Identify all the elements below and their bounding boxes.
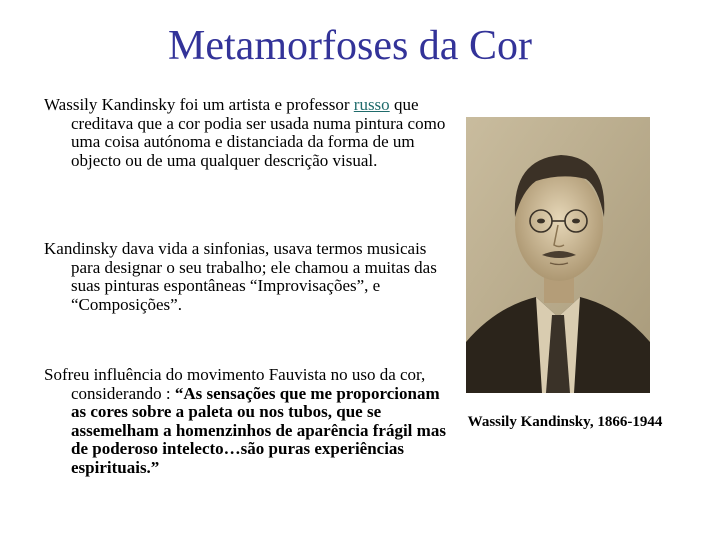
kandinsky-portrait-photo: [466, 117, 650, 393]
slide-title: Metamorfoses da Cor: [168, 23, 532, 69]
paragraph-kandinsky-intro: [44, 96, 451, 170]
portrait-caption: Wassily Kandinsky, 1866-1944: [467, 414, 663, 430]
paragraph-fauvism: [44, 366, 451, 478]
paragraph-text-before-link: foi um artista e professor: [175, 95, 354, 114]
paragraph-fauvism-quote: “As sensações que me proporcionam as cores sobre a paleta ou nos tubos, que se assemelham a homenzinhos de aparência frágil mas de poderoso intelecto…são puras experiências espirituais.”: [71, 383, 446, 477]
paragraph-text-after-link: que creditava que a cor podia ser usada numa pintura como uma coisa autónoma e distanciada da forma de um objecto ou de uma qualquer descrição visual.: [71, 95, 446, 170]
paragraph-intro-name: Wassily Kandinsky: [44, 95, 176, 114]
paragraph-fauvism-text: Sofreu influência do movimento Fauvista no uso da cor, considerando :: [44, 365, 426, 403]
russo-link[interactable]: russo: [353, 95, 390, 114]
paragraph-symphonies: Kandinsky dava vida a sinfonias, usava termos musicais para designar o seu trabalho; ele chamou a muitas das suas pinturas espontâneas “Improvisações”, e “Composições”.: [44, 239, 437, 314]
